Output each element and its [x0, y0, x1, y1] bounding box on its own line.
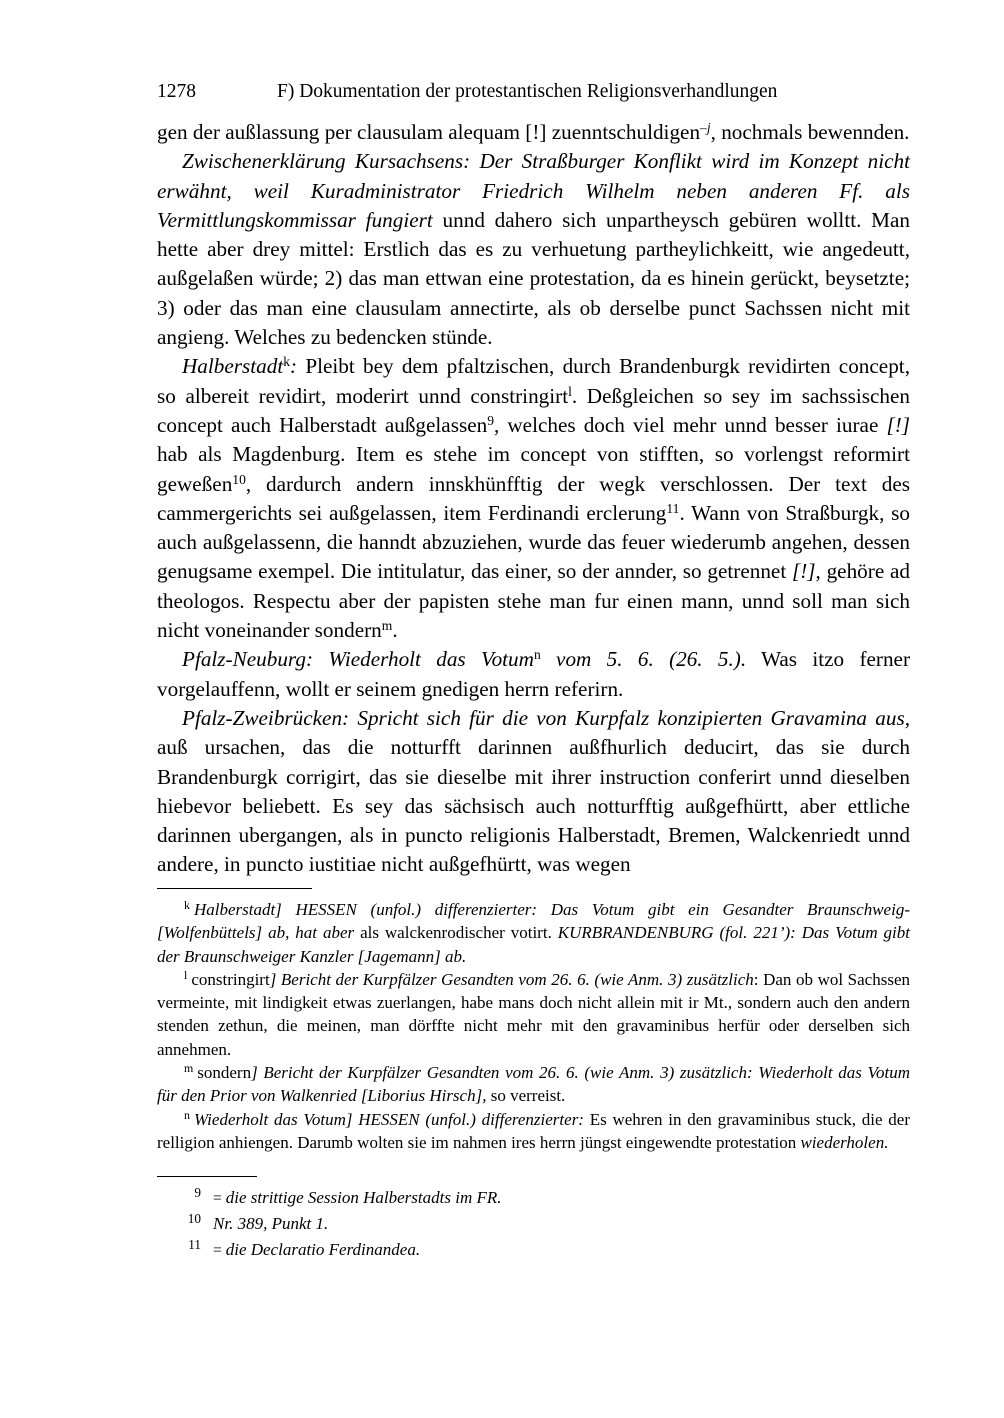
- footnotes-numbered: [157, 1185, 717, 1263]
- footnote-9-body: die strittige Session Halberstadts im FR.: [225, 1188, 502, 1207]
- footnote-k-part-2: als walckenrodischer votirt.: [354, 923, 558, 943]
- running-head-title: F) Dokumentation der protestantischen Religionsverhandlungen: [277, 81, 778, 102]
- note-marker-11: 11: [666, 500, 680, 516]
- paragraph-pfalz-zweibruecken: [157, 704, 910, 880]
- footnote-mark-n: n: [184, 1107, 190, 1122]
- halberstadt-seg-3: , welches doch viel mehr unnd besser iurae: [493, 412, 887, 437]
- note-marker-k: k: [283, 354, 291, 370]
- pfalz-neuburg-lead-italic: Pfalz-Neuburg: Wiederholt das Votum: [182, 647, 534, 672]
- footnote-n-part-2: Es wehren in den gravaminibus stuck, die der relligion anhiengen. Darumb wolten sie im nahmen ires herrn jüngst eingewendte protestation: [157, 1109, 910, 1152]
- cont-line-1: gen der außlassung per clausulam alequam [!] zuenntschuldigen: [157, 120, 701, 144]
- cont-tail: , nochmals: [710, 120, 803, 144]
- halberstadt-seg-6: . Wann von Straßburgk, so auch außgelassenn, die hanndt abzuziehen, wurde das feuer wiederumb angehen, dessen genugsame exempel. Die intitulatur, das einer, so der annder, so getrennet: [157, 500, 910, 584]
- footnote-11: 11 = die Declaratio Ferdinandea.: [157, 1237, 717, 1263]
- pfalz-neuburg-rest: Was itzo ferner vorgelauffenn, wollt er seinem gnedigen herrn referirn.: [157, 647, 911, 701]
- halberstadt-lead-italic: Halberstadt: [182, 354, 284, 379]
- footnote-l-part-3: : Dan ob wol Sachssen vermeinte, mit lindigkeit etwas zuerlangen, habe mans doch nicht allein mit ir Mt., sondern auch den andern stenden zethun, die meinen, man dörffte nicht mehr mit den gravaminibus herfür oder derselben sich annehmen.: [157, 969, 910, 1059]
- footnote-m-part-1: sondern: [197, 1063, 252, 1083]
- footnote-11-text: [201, 1237, 420, 1263]
- footnote-n: [157, 1108, 910, 1155]
- halberstadt-colon: :: [290, 354, 306, 379]
- footnote-10-text: [201, 1211, 328, 1237]
- footnote-9: 9 = die strittige Session Halberstadts im FR.: [157, 1185, 717, 1211]
- paragraph-kursachsen: [157, 147, 910, 352]
- main-text-column: [157, 118, 910, 880]
- footnote-m: [157, 1061, 910, 1108]
- footnote-n-part-3: wiederholen.: [800, 1132, 889, 1152]
- footnote-rule-letters: [157, 888, 312, 889]
- footnote-l: [157, 968, 910, 1061]
- footnote-9-text: [201, 1185, 502, 1211]
- paragraph-halberstadt: [157, 352, 910, 645]
- footnote-m-part-2: ] Bericht der Kurpfälzer Gesandten vom 26. 6. (wie Anm. 3) zusätzlich: Wiederholt das Votum für den Prior von Walkenried [Liborius Hirsch],: [157, 1063, 910, 1106]
- pfalz-zweibruecken-lead-italic: Pfalz-Zweibrücken: Spricht sich für die von Kurpfalz konzipierten Gravamina aus,: [182, 705, 910, 730]
- halberstadt-seg-2: . Deßgleichen so sey im sachssischen concept auch Halberstadt außgelassen: [157, 383, 910, 437]
- page-number: 1278: [157, 81, 196, 102]
- footnote-mark-k: k: [184, 898, 190, 913]
- footnote-11-equals: =: [213, 1242, 226, 1259]
- editorial-sic-2: [!]: [791, 559, 816, 584]
- paragraph-pfalz-neuburg: [157, 645, 910, 704]
- footnote-10: 10 Nr. 389, Punkt 1.: [157, 1211, 717, 1237]
- note-marker-9: 9: [487, 412, 494, 428]
- kursachsen-lead-italic: Zwischenerklärung Kursachsens: Der Straßburger Konflikt wird im Konzept nicht erwähnt, weil Kuradministrator Friedrich Wilhelm neben anderen Ff. als Vermittlungskommissar fungiert: [157, 149, 910, 232]
- footnotes-lettered: [157, 898, 910, 1154]
- note-marker-l: l: [568, 383, 572, 399]
- pfalz-neuburg-lead-italic-2: vom 5. 6. (26. 5.).: [540, 647, 747, 672]
- note-marker-j: –j: [700, 119, 711, 135]
- cont-line-2: bewennden.: [807, 120, 910, 144]
- running-head: [157, 80, 910, 103]
- footnote-k: [157, 898, 910, 968]
- kursachsen-rest: unnd dahero sich unpartheysch gebüren wolltt. Man hette aber drey mittel: Erstlich das es zu verhuetung partheylichkeitt, wie angedeutt, außgelaßen würde; 2) das man ettwan eine protestation, da es hinein gerückt, beysetzte; 3) oder das man eine clausulam annectirte, als ob derselbe punct Sachssen nicht mit angieng. Welches zu bedencken stünde.: [157, 207, 910, 350]
- halberstadt-seg-8: .: [392, 618, 398, 643]
- footnote-9-equals: =: [213, 1190, 226, 1207]
- footnote-l-part-1: constringirt: [191, 969, 270, 989]
- footnote-mark-l: l: [184, 967, 188, 982]
- editorial-sic-1: [!]: [886, 412, 910, 437]
- halberstadt-seg-7: , gehöre ad theologos. Respectu aber der papisten stehe man fur einen mann, unnd soll man sich nicht voneinander sondern: [157, 559, 910, 643]
- halberstadt-seg-1: Pleibt bey dem pfaltzischen, durch Brandenburgk revidirten concept, so albereit revidirt, moderirt unnd constringirt: [157, 354, 910, 408]
- note-marker-m: m: [381, 618, 393, 633]
- note-marker-10: 10: [232, 471, 246, 487]
- halberstadt-seg-4: hab als Magdenburg. Item es stehe im concept von stifften, so vorlengst reformirt geweßen: [157, 442, 910, 496]
- paragraph-continuation: [157, 118, 910, 147]
- footnote-n-part-1: Wiederholt das Votum] HESSEN (unfol.) differenzierter:: [193, 1109, 584, 1129]
- note-marker-n: n: [533, 647, 541, 663]
- halberstadt-seg-5: , dardurch andern innskhünfftig der wegk verschlossen. Der text des cammergerichts sei außgelassen, item Ferdinandi erclerung: [157, 471, 910, 525]
- footnote-k-part-3: KURBRANDENBURG (fol. 221’): Das Votum gibt der Braunschweiger Kanzler [Jagemann] ab.: [157, 923, 910, 966]
- footnote-11-body: die Declaratio Ferdinandea.: [225, 1240, 421, 1259]
- footnote-rule-numbers: [157, 1176, 257, 1177]
- footnote-k-part-1: Halberstadt] HESSEN (unfol.) differenzierter: Das Votum gibt ein Gesandter Braunschweig-[Wolfenbüttels] ab, hat aber: [157, 900, 910, 943]
- footnote-mark-m: m: [184, 1061, 194, 1076]
- footnote-l-part-2: ] Bericht der Kurpfälzer Gesandten vom 26. 6. (wie Anm. 3) zusätzlich: [269, 969, 754, 989]
- footnote-10-body: Nr. 389, Punkt 1.: [213, 1214, 329, 1233]
- footnote-m-part-3: so verreist.: [486, 1086, 566, 1106]
- pfalz-zweibruecken-rest: auß ursachen, das die notturfft darinnen außfhurlich deducirt, das sie durch Brandenburgk corrigirt, das sie dieselbe mit ihrer instruction conferirt unnd dieselben hiebevor beliebett. Es sey das sächsisch auch notturfftig außgefhürtt, aber ettliche darinnen ubergangen, als in puncto religionis Halberstadt, Bremen, Walckenriedt unnd andere, in puncto iustitiae nicht außgefhürtt, was wegen: [157, 735, 910, 877]
